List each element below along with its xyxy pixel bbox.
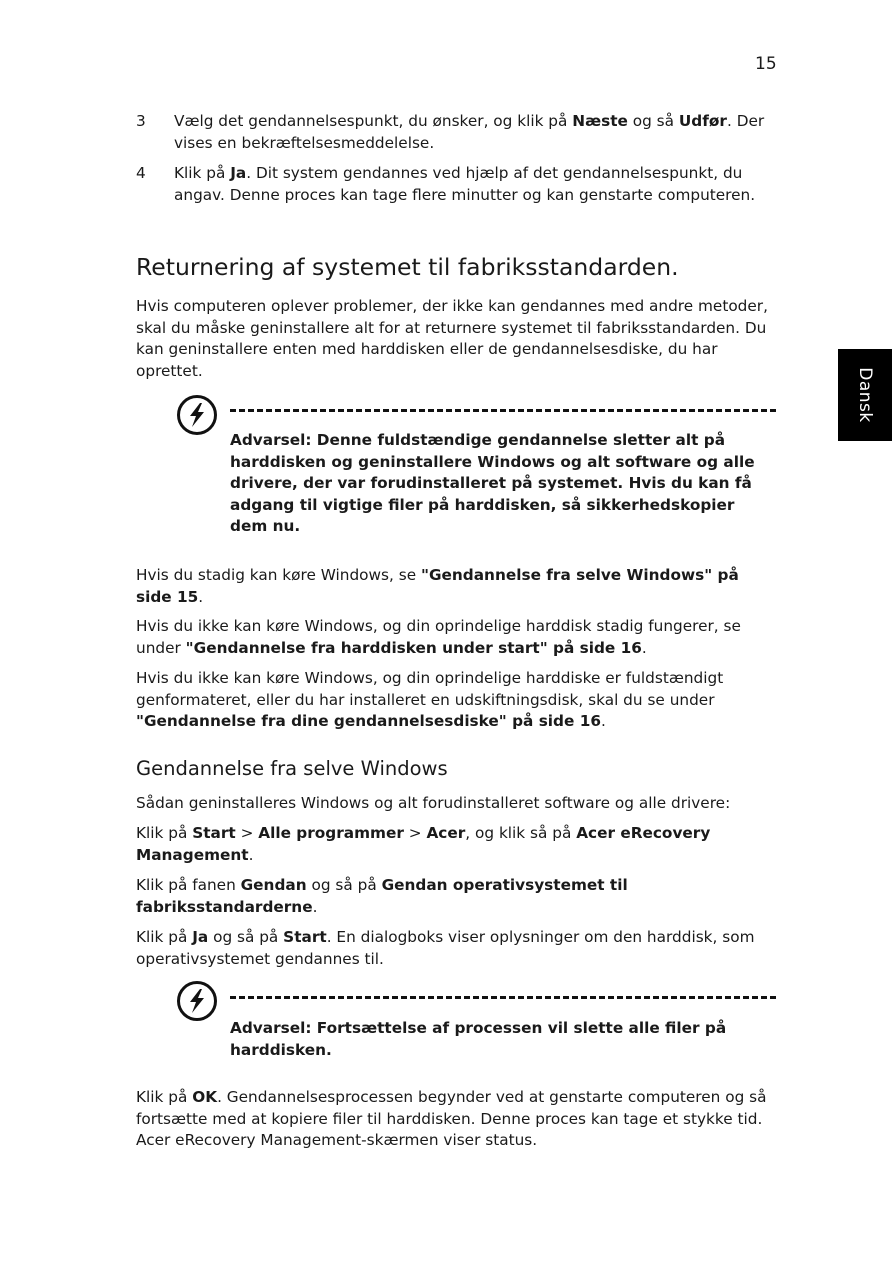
warning-divider: [230, 409, 776, 412]
step-text: Klik på Ja. Dit system gendannes ved hjælp af det gendannelsespunkt, du angav. Denne proces kan tage flere minutter og kan genstarte computeren.: [174, 164, 756, 204]
page-number: 15: [755, 54, 777, 74]
language-tab: [838, 349, 892, 441]
section-heading: Returnering af systemet til fabriksstandarden.: [136, 253, 679, 281]
step-number: 4: [136, 164, 146, 182]
paragraph: Klik på OK. Gendannelsesprocessen begynder ved at genstarte computeren og så fortsætte med at kopiere filer til harddisken. Denne proces kan tage et stykke tid. Acer eRecovery Management-skærmen viser status.: [136, 1088, 767, 1150]
paragraph: Klik på Start > Alle programmer > Acer, og klik så på Acer eRecovery Management.: [136, 824, 711, 864]
warning-text: Advarsel: Fortsættelse af processen vil slette alle filer på harddisken.: [230, 1019, 727, 1059]
language-tab-label: Dansk: [855, 367, 875, 423]
paragraph: Hvis du stadig kan køre Windows, se "Gendannelse fra selve Windows" på side 15.: [136, 566, 739, 606]
step-text: Vælg det gendannelsespunkt, du ønsker, og klik på Næste og så Udfør. Der vises en bekræftelsesmeddelelse.: [174, 112, 765, 152]
warning-text: Advarsel: Denne fuldstændige gendannelse sletter alt på harddisken og geninstallere Windows og alt software og alle drivere, der var forudinstalleret på systemet. Hvis du kan få adgang til vigtige filer på harddisken, så sikkerhedskopier dem nu.: [230, 431, 755, 536]
step-number: 3: [136, 112, 146, 130]
warning-lightning-icon: [177, 981, 217, 1021]
warning-lightning-icon: [177, 395, 217, 435]
subsection-heading: Gendannelse fra selve Windows: [136, 757, 448, 780]
section-intro: Hvis computeren oplever problemer, der ikke kan gendannes med andre metoder, skal du måske geninstallere alt for at returnere systemet til fabriksstandarden. Du kan geninstallere enten med harddisken eller de gendannelsesdiske, du har oprettet.: [136, 297, 768, 380]
warning-divider: [230, 996, 776, 999]
subsection-intro: Sådan geninstalleres Windows og alt forudinstalleret software og alle drivere:: [136, 794, 731, 812]
paragraph: Klik på fanen Gendan og så på Gendan operativsystemet til fabriksstandarderne.: [136, 876, 628, 916]
paragraph: Klik på Ja og så på Start. En dialogboks viser oplysninger om den harddisk, som operativsystemet gendannes til.: [136, 928, 755, 968]
paragraph: Hvis du ikke kan køre Windows, og din oprindelige harddiske er fuldstændigt genformateret, eller du har installeret en udskiftningsdisk, skal du se under "Gendannelse fra dine gendannelsesdiske" på side 16.: [136, 669, 724, 731]
paragraph: Hvis du ikke kan køre Windows, og din oprindelige harddisk stadig fungerer, se under "Gendannelse fra harddisken under start" på side 16.: [136, 617, 741, 657]
